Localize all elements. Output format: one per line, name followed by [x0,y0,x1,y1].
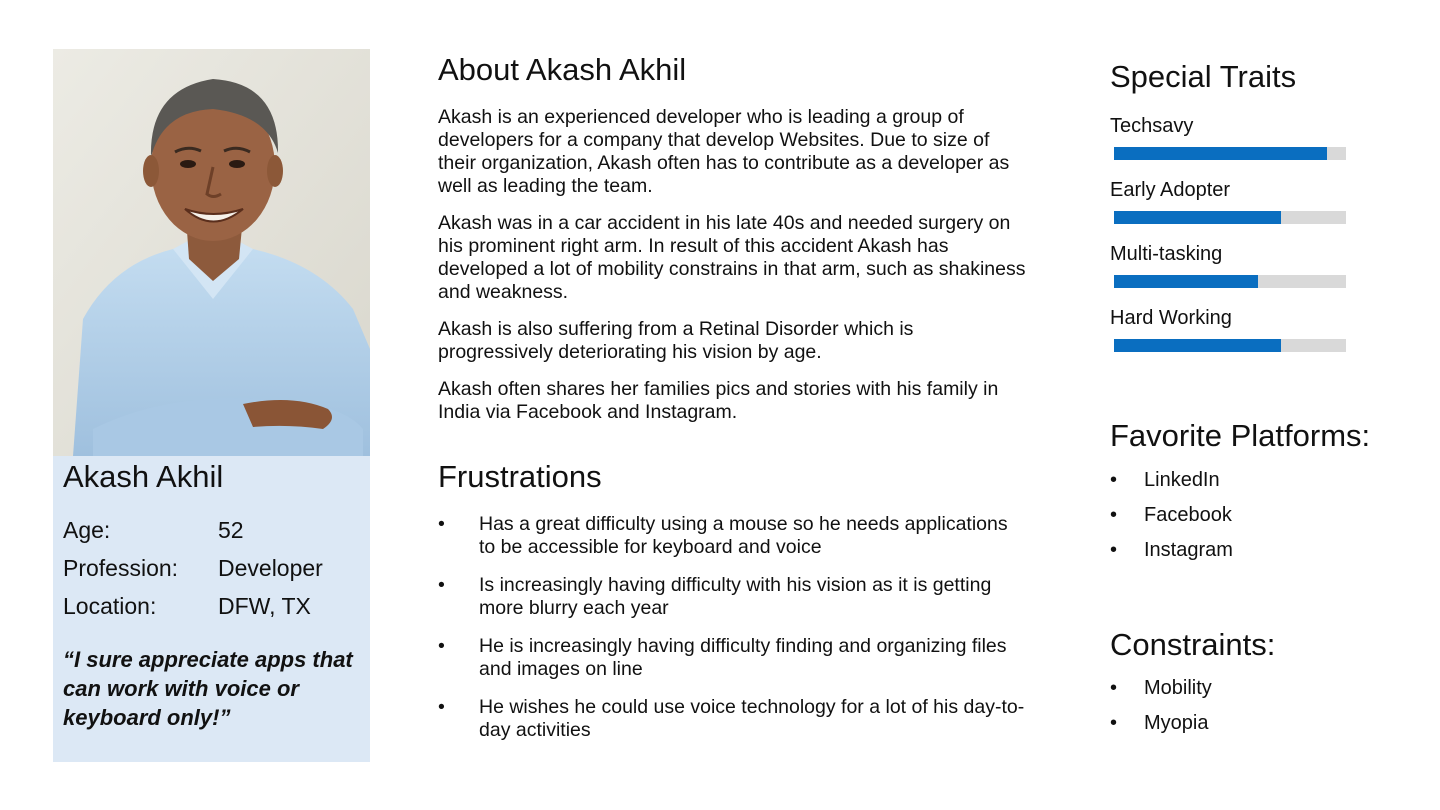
constraints-title: Constraints: [1110,627,1276,662]
trait-label: Multi-tasking [1110,243,1223,265]
trait-bar-fill [1114,147,1327,160]
fact-label: Profession: [63,554,179,581]
profile-facts [63,511,323,625]
trait-item [1110,305,1350,369]
fact-value: DFW, TX [218,592,311,619]
traits-title: Special Traits [1110,59,1297,94]
trait-label: Early Adopter [1110,179,1231,201]
trait-label: Techsavy [1110,115,1194,137]
frustrations-list [438,513,1028,757]
about-paragraph: Akash is also suffering from a Retinal Disorder which is progressively deteriorating his vision by age. [438,318,914,363]
frustrations-title: Frustrations [438,459,602,494]
constraint-item: • Mobility [1110,674,1212,709]
trait-bar-track [1114,147,1346,160]
constraint-item: • Myopia [1110,709,1212,744]
fact-label: Age: [63,516,111,543]
platforms-title: Favorite Platforms: [1110,418,1371,453]
trait-bar-fill [1114,211,1281,224]
frustration-item: • He is increasingly having difficulty finding and organizing files and images on line [438,635,1028,681]
about-title: About Akash Akhil [438,52,687,87]
profile-quote: “I sure appreciate apps that can work with voice or keyboard only!” [63,647,353,730]
fact-profession [63,549,323,587]
trait-bar-fill [1114,339,1281,352]
fact-age [63,511,323,549]
trait-label: Hard Working [1110,307,1232,329]
about-body [438,106,1028,438]
fact-label: Location: [63,592,157,619]
about-paragraph: Akash is an experienced developer who is leading a group of developers for a company that develop Websites. Due to size of their organization, Akash often has to contribute as a developer as well as leading the team. [438,106,1010,197]
platform-item: • Instagram [1110,536,1233,571]
trait-bar-track [1114,275,1346,288]
about-paragraph: Akash was in a car accident in his late 40s and needed surgery on his prominent right arm. In result of this accident Akash has developed a lot of mobility constrains in that arm, such as shakiness and weakness. [438,212,1026,303]
traits-list [1110,113,1350,369]
about-paragraph: Akash often shares her families pics and stories with his family in India via Facebook and Instagram. [438,378,999,423]
trait-item [1110,177,1350,241]
frustration-item: • Is increasingly having difficulty with his vision as it is getting more blurry each year [438,574,1028,620]
platform-item: • Facebook [1110,501,1233,536]
frustration-item: • He wishes he could use voice technology for a lot of his day-to-day activities [438,696,1028,742]
trait-item [1110,241,1350,305]
constraints-list [1110,674,1212,744]
trait-item [1110,113,1350,177]
fact-value: 52 [218,516,244,543]
platforms-list [1110,466,1233,571]
profile-name: Akash Akhil [63,459,224,494]
profile-card [53,49,370,762]
fact-location [63,587,323,625]
fact-value: Developer [218,554,323,581]
trait-bar-track [1114,339,1346,352]
frustration-item: • Has a great difficulty using a mouse so he needs applications to be accessible for keyboard and voice [438,513,1028,559]
platform-item: • LinkedIn [1110,466,1233,501]
trait-bar-track [1114,211,1346,224]
profile-photo [53,49,370,456]
trait-bar-fill [1114,275,1258,288]
